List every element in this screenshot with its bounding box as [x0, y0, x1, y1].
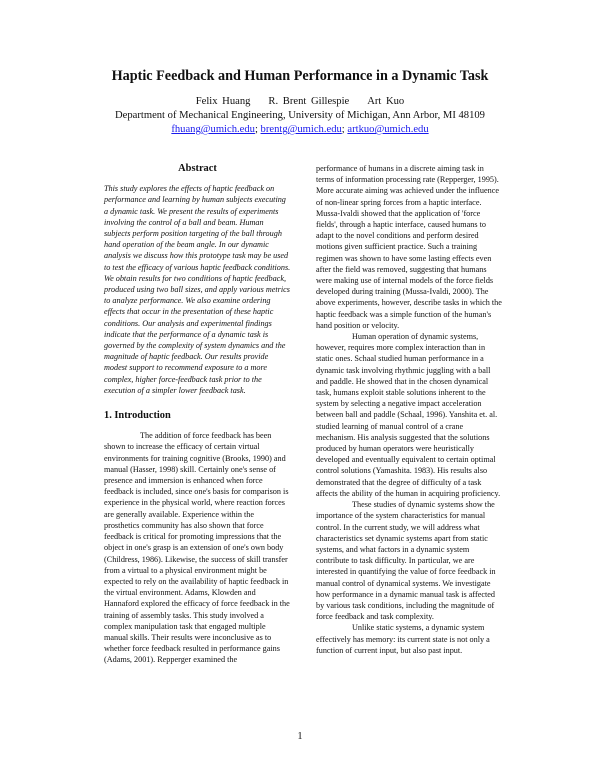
body-paragraph: These studies of dynamic systems show the importance of the system characteristics for manual control. In the current study, we will address what characteristics set dynamic systems apart from static systems, and what factors in a dynamic system contribute to task difficulty. In particular, we are interested in quantifying the value of force feedback in manual control of dynamical systems. We investigate how performance in a dynamic manual task is affected by various task conditions, including the magnitude of force feedback and task complexity.	[316, 500, 496, 622]
abstract-heading: Abstract	[178, 163, 217, 174]
body-paragraph: The addition of force feedback has been shown to increase the efficacy of certain virtual environments for training cognitive (Brooks, 1990) and manual (Hasser, 1998) skill. Certainly one's sense of presence and immersion is enhanced when force feedback is included, since one's basis for comparison is experience in the physical world, where reaction forces are generally available. Experience within the prosthetics community has also shown that force feedback is critical for promoting impressions that the object in one's grasp is an extension of one's own body (Childress, 1986). Likewise, the success of skill transfer from a virtual to a physical environment might be expected to rely on the availability of haptic feedback in the virtual environment. Adams, Klowden and Hannaford explored the efficacy of force feedback in the training of assembly tasks. This study involved a complex manipulation task that engaged multiple manual skills. Their results were inconclusive as to whether force feedback resulted in performance gains (Adams, 2001). Repperger examined the	[104, 431, 290, 665]
email-link[interactable]: brentg@umich.edu	[260, 124, 342, 135]
page-number: 1	[297, 731, 303, 742]
abstract-text: This study explores the effects of haptic feedback on performance and learning by human subjects executing a dynamic task. We present the results of experiments involving the control of a ball and beam. Human subjects perform position targeting of the ball through hand operation of the beam angle. In our dynamic analysis we discuss how this prototype task may be used to test the efficacy of various haptic feedback conditions. We obtain results for two conditions of haptic feedback, produced using two ball sizes, and apply various metrics to analyze performance. We also examine ordering effects that occur in the presentation of these haptic conditions. Our analysis and experimental findings indicate that the performance of a dynamic task is governed by the complexity of system dynamics and the magnitude of haptic feedback. Our results provide modest support to recommend exposure to a more complex, higher force-feedback task prior to the execution of a simpler lower feedback task.	[104, 184, 291, 395]
author-emails	[0, 124, 600, 135]
body-paragraph-continued: performance of humans in a discrete aiming task in terms of information processing rate (Repperger, 1995). More accurate aiming was achieved under the influence of non-linear spring forces from a haptic interface. Mussa-Ivaldi showed that the application of 'force fields', through a haptic interface, caused humans to adapt to the novel conditions and perform desired motions given sufficient practice. Such a training regimen was shown to have some lasting effects even after the field was removed, suggesting that humans were making use of internal models of the force fields developed during training (Mussa-Ivaldi, 2000). The above experiments, however, describe tasks in which the haptic feedback was a simple function of the human's hand position or velocity.	[316, 164, 502, 330]
affiliation: Department of Mechanical Engineering, University of Michigan, Ann Arbor, MI 48109	[115, 110, 485, 121]
email-link[interactable]: fhuang@umich.edu	[171, 124, 255, 135]
body-paragraph: Human operation of dynamic systems, however, requires more complex interaction than in static ones. Schaal studied human performance in a dynamic task involving rhythmic juggling with a ball and paddle. He showed that in the chosen dynamical task, humans exploit stable solutions inherent to the system by selecting a negative impact acceleration between ball and paddle (Schaal, 1996). Yanshita et. al. studied learning of manual control of a crane mechanism. His analysis suggested that the solutions produced by human operators were heuristically developed and eventually equivalent to certain optimal control solutions (Yamashita. 1983). His results also demonstrated that the degree of difficulty of a task affects the ability of the human in acquiring proficiency.	[316, 332, 501, 498]
email-separator: ;	[341, 124, 348, 135]
email-link[interactable]: artkuo@umich.edu	[347, 124, 429, 135]
author-name: Art Kuo	[367, 96, 405, 107]
email-separator: ;	[254, 124, 261, 135]
left-column	[104, 163, 291, 666]
author-name: Felix Huang	[195, 96, 251, 107]
right-column	[316, 163, 503, 656]
section-heading-introduction: 1. Introduction	[104, 410, 171, 422]
paper-title: Haptic Feedback and Human Performance in a Dynamic Task	[111, 68, 489, 84]
author-name: R. Brent Gillespie	[268, 96, 350, 107]
body-paragraph: Unlike static systems, a dynamic system effectively has memory: its current state is not only a function of current input, but also past input.	[316, 623, 490, 655]
author-list	[0, 96, 600, 107]
